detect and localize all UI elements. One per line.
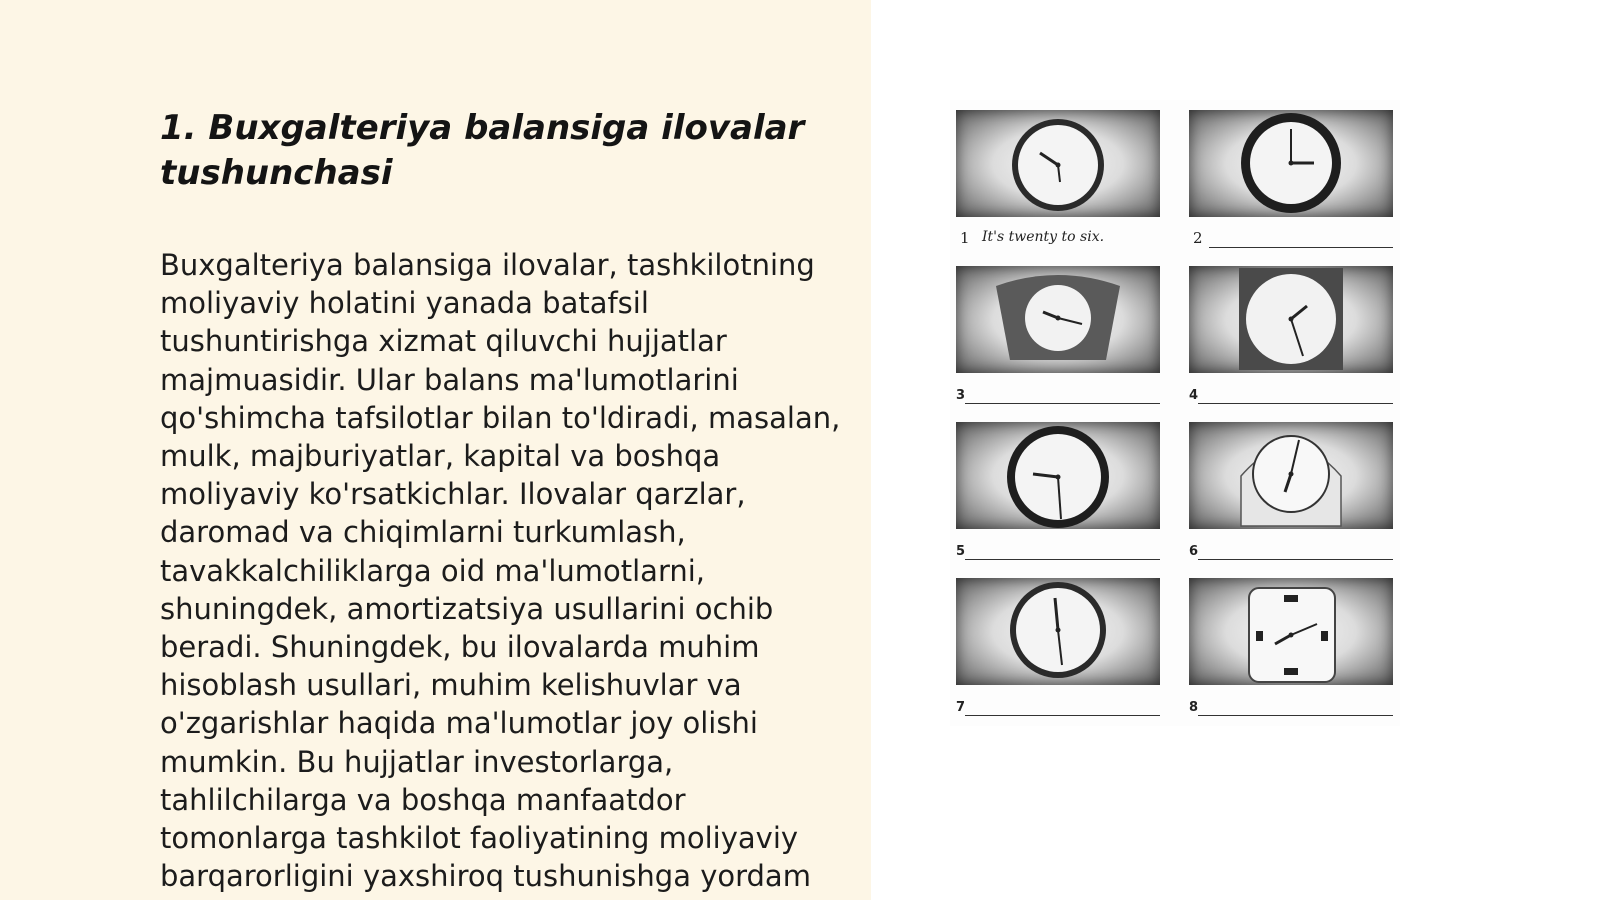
answer-line-2 <box>1209 247 1393 248</box>
clock-photo-1 <box>956 110 1160 217</box>
answer-line-4 <box>1198 403 1393 404</box>
clock-number-8: 8 <box>1189 700 1199 715</box>
clock-number-4: 4 <box>1189 388 1199 403</box>
clock-photo-2 <box>1189 110 1393 217</box>
clock-answer-1: It's twenty to six. <box>982 229 1105 245</box>
answer-line-5 <box>965 559 1160 560</box>
clock-photo-3 <box>956 266 1160 373</box>
clock-worksheet-image <box>950 100 1400 726</box>
clock-number-2: 2 <box>1193 229 1203 247</box>
clock-photo-7 <box>956 578 1160 685</box>
clock-number-3: 3 <box>956 388 966 403</box>
body-text: Buxgalteriya balansiga ilovalar, tashkilotning moliyaviy holatini yanada batafsil tushuntirishga xizmat qiluvchi hujjatlar majmuasidir. Ular balans ma'lumotlarini qo'shimcha tafsilotlar bilan to'ldiradi, masalan, mulk, majburiyatlar, kapital va boshqa moliyaviy ko'rsatkichlar. Ilovalar qarzlar, daromad va chiqimlarni turkumlash, tavakkalchiliklarga oid ma'lumotlarni, shuningdek, amortizatsiya usullarini ochib beradi. Shuningdek, bu ilovalarda muhim hisoblash usullari, muhim kelishuvlar va o'zgarishlar haqida ma'lumotlar joy olishi mumkin. Bu hujjatlar investorlarga, tahlilchilarga va boshqa manfaatdor tomonlarga tashkilot faoliyatining moliyaviy barqarorligini yaxshiroq tushunishga yordam <box>160 248 841 894</box>
clock-number-7: 7 <box>956 700 966 715</box>
answer-line-3 <box>965 403 1160 404</box>
clock-photo-8 <box>1189 578 1393 685</box>
clock-number-1: 1 <box>960 229 970 247</box>
answer-line-8 <box>1198 715 1393 716</box>
answer-line-7 <box>965 715 1160 716</box>
clock-number-5: 5 <box>956 544 966 559</box>
clock-number-6: 6 <box>1189 544 1199 559</box>
answer-line-6 <box>1198 559 1393 560</box>
clock-photo-4 <box>1189 266 1393 373</box>
slide-title: 1. Buxgalteriya balansiga ilovalar tushunchasi <box>160 108 805 193</box>
clock-photo-6 <box>1189 422 1393 529</box>
clock-photo-5 <box>956 422 1160 529</box>
